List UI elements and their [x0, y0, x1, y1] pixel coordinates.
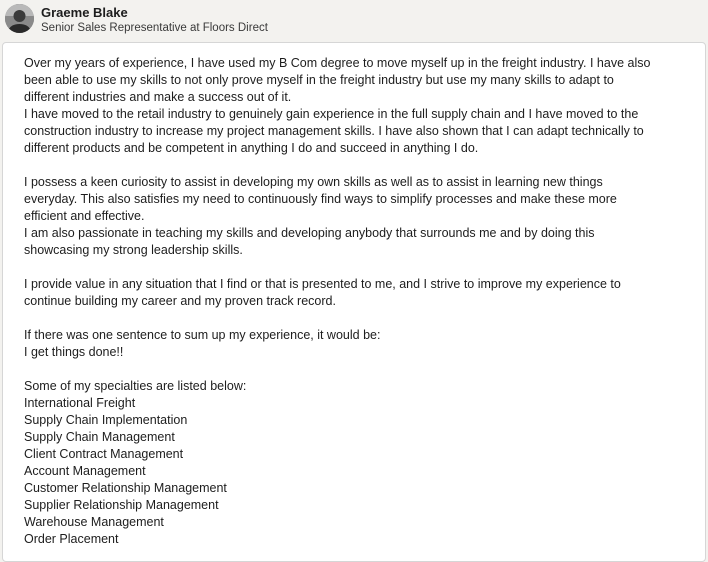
about-line: showcasing my strong leadership skills.	[24, 243, 243, 257]
profile-name[interactable]: Graeme Blake	[41, 5, 128, 20]
about-line: I am also passionate in teaching my skills and developing anybody that surrounds me and by doing this	[24, 226, 595, 240]
about-line: If there was one sentence to sum up my experience, it would be:	[24, 328, 381, 342]
about-line: I provide value in any situation that I find or that is presented to me, and I strive to improve my experience to	[24, 277, 621, 291]
about-line: everyday. This also satisfies my need to continuously find ways to simplify processes and make these more	[24, 192, 617, 206]
paragraph-gap	[24, 361, 688, 378]
about-line: I have moved to the retail industry to genuinely gain experience in the full supply chain and I have moved to the	[24, 107, 639, 121]
about-card	[2, 42, 706, 562]
paragraph-gap	[24, 157, 688, 174]
specialties-intro: Some of my specialties are listed below:	[24, 379, 247, 393]
specialty-item: Account Management	[24, 464, 146, 478]
about-text	[24, 55, 688, 548]
specialty-item: International Freight	[24, 396, 136, 410]
paragraph-gap	[24, 259, 688, 276]
about-line: construction industry to increase my project management skills. I have also shown that I can adapt technically to	[24, 124, 644, 138]
specialty-item: Order Placement	[24, 532, 119, 546]
profile-headline: Senior Sales Representative at Floors Direct	[41, 22, 268, 34]
specialty-item: Client Contract Management	[24, 447, 184, 461]
specialty-item: Warehouse Management	[24, 515, 164, 529]
specialty-item: Supply Chain Implementation	[24, 413, 188, 427]
about-line: different industries and make a success out of it.	[24, 90, 292, 104]
person-photo-icon	[5, 4, 34, 33]
about-line: different products and be competent in anything I do and succeed in anything I do.	[24, 141, 479, 155]
avatar[interactable]	[5, 4, 34, 33]
paragraph-gap	[24, 310, 688, 327]
about-line: Over my years of experience, I have used my B Com degree to move myself up in the freight industry. I have also	[24, 56, 651, 70]
specialty-item: Supply Chain Management	[24, 430, 175, 444]
about-line: efficient and effective.	[24, 209, 145, 223]
about-line: been able to use my skills to not only prove myself in the freight industry but use my many skills to adapt to	[24, 73, 614, 87]
about-line: I possess a keen curiosity to assist in developing my own skills as well as to assist in learning new things	[24, 175, 603, 189]
about-line: continue building my career and my proven track record.	[24, 294, 336, 308]
about-line: I get things done!!	[24, 345, 124, 359]
specialty-item: Customer Relationship Management	[24, 481, 227, 495]
profile-header	[0, 0, 708, 42]
specialty-item: Supplier Relationship Management	[24, 498, 219, 512]
